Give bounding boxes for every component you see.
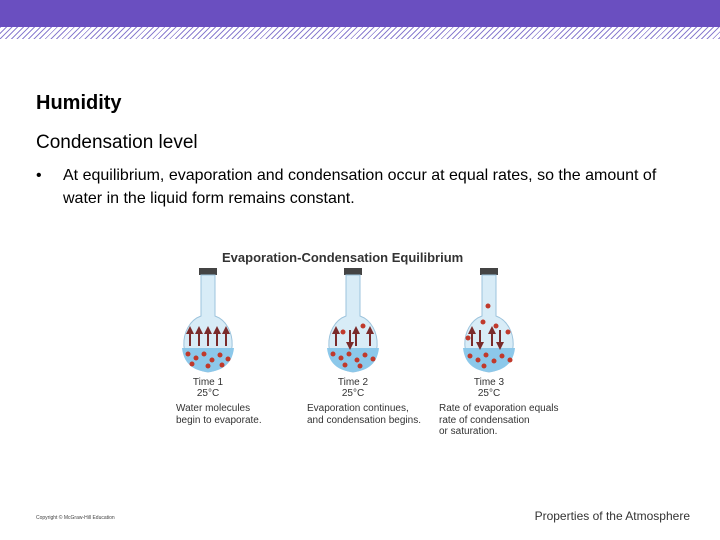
flask-2-temp-label: 25°C — [341, 388, 365, 399]
flask-1 — [182, 268, 234, 372]
caption-line: Evaporation continues, — [307, 403, 409, 414]
copyright-notice: Copyright © McGraw-Hill Education — [36, 515, 115, 521]
equilibrium-diagram — [170, 268, 560, 378]
flask-2 — [327, 268, 379, 372]
flask-3-time — [459, 377, 519, 399]
flask-2-caption — [307, 403, 421, 426]
flask-3-time-label: Time 3 — [473, 377, 505, 388]
caption-line: and condensation begins. — [307, 414, 421, 426]
flask-2-time — [323, 377, 383, 399]
flask-1-stopper — [199, 268, 217, 275]
header-bar — [0, 0, 720, 27]
bullet-marker: • — [36, 167, 42, 184]
slide-subtitle: Condensation level — [36, 132, 198, 153]
flask-2-time-label: Time 2 — [337, 377, 369, 388]
diagram-title: Evaporation-Condensation Equilibrium — [222, 250, 464, 265]
flask-1-time — [178, 377, 238, 399]
flask-1-caption — [176, 403, 262, 426]
flask-1-time-label: Time 1 — [192, 377, 224, 388]
slide-title: Humidity — [36, 92, 122, 114]
flask-3 — [463, 268, 515, 372]
header-stripe — [0, 27, 720, 39]
caption-line: rate of condensation — [439, 414, 530, 426]
bullet-text: At equilibrium, evaporation and condensation occur at equal rates, so the amount of water in the liquid form remains constant. — [63, 167, 657, 207]
footer-text: Properties of the Atmosphere — [534, 509, 690, 523]
flask-3-caption — [439, 403, 559, 438]
flask-3-temp-label: 25°C — [477, 388, 501, 399]
caption-line: Rate of evaporation equals — [439, 403, 559, 414]
caption-line: begin to evaporate. — [176, 414, 262, 426]
flask-1-temp-label: 25°C — [196, 388, 220, 399]
caption-line: Water molecules — [176, 403, 251, 414]
caption-line: or saturation. — [439, 426, 498, 437]
